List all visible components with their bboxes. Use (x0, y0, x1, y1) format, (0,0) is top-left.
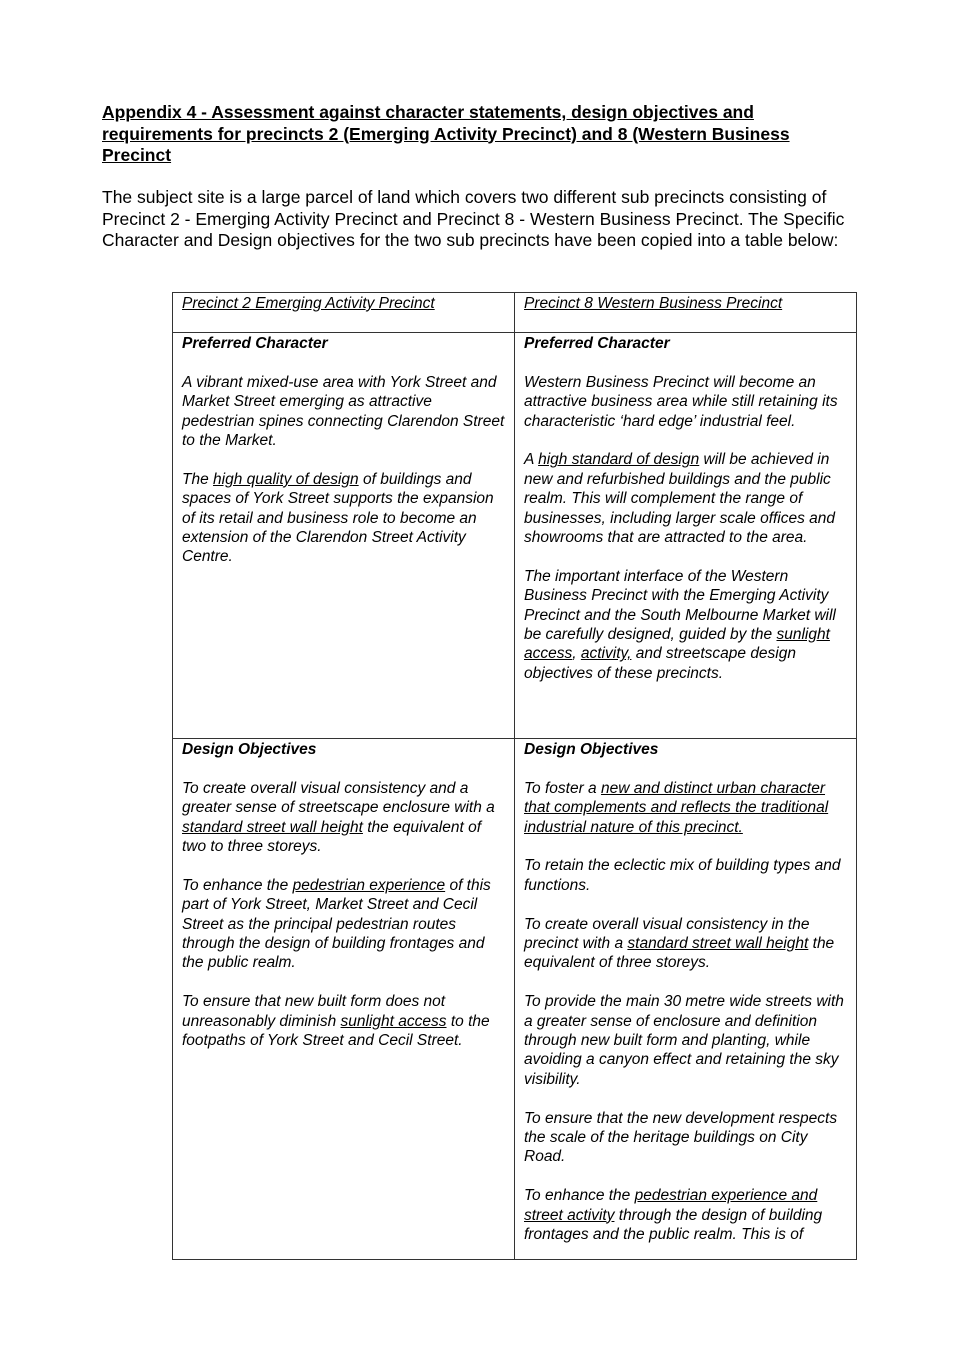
precinct-2-character-cell (173, 333, 515, 739)
precinct-2-objective-2 (182, 876, 505, 973)
design-objectives-title: Design Objectives (524, 741, 659, 758)
underlined-phrase: standard street wall height (627, 935, 809, 953)
precinct-8-objectives-cell (515, 739, 857, 1260)
underlined-phrase: pedestrian experience and street activity (524, 1187, 818, 1224)
precinct-8-objective-1 (524, 779, 847, 837)
intro-paragraph: The subject site is a large parcel of land which covers two different sub precincts consisting of Precinct 2 - Emerging Activity Precinct and Precinct 8 - Western Business Precinct. The Specific Character and Design objectives for the two sub precincts have been copied into a table below: (102, 187, 845, 250)
precinct-8-objective-6 (524, 1186, 847, 1244)
table-header-row (173, 293, 857, 333)
underlined-phrase: new and distinct urban character that complements and reflects the traditional industrial nature of this precinct. (524, 779, 829, 836)
text-run: the equivalent of three storeys. (524, 935, 835, 972)
text-run: will be achieved in new and refurbished buildings and the public realm. This will complement the range of businesses, including larger scale offices and showrooms that are attracted to the area. (524, 451, 836, 547)
precinct-8-header: Precinct 8 Western Business Precinct (524, 295, 783, 312)
precinct-8-objective-2: To retain the eclectic mix of building types and functions. (524, 857, 841, 894)
precinct-2-objectives-cell (173, 739, 515, 1260)
precinct-2-objective-1 (182, 779, 505, 857)
precinct-2-character-para-2 (182, 470, 505, 567)
underlined-phrase: activity, (580, 645, 632, 663)
design-objectives-title: Design Objectives (182, 741, 317, 758)
precinct-8-objective-5: To ensure that the new development respects the scale of the heritage buildings on City Road. (524, 1109, 838, 1166)
text-run: of this part of York Street, Market Street and Cecil Street as the principal pedestrian routes through the design of building frontages and the public realm. (182, 876, 491, 972)
text-run: To foster a (524, 779, 601, 797)
text-run: To enhance the (524, 1187, 635, 1205)
precinct-8-character-para-3 (524, 567, 847, 683)
text-run: The (182, 470, 214, 488)
text-run: To create overall visual consistency and a greater sense of streetscape enclosure with a (182, 779, 495, 817)
underlined-phrase: high standard of design (538, 451, 700, 469)
precinct-8-objective-3 (524, 915, 847, 973)
underlined-phrase: pedestrian experience (292, 876, 446, 894)
text-run: the equivalent of two to three storeys. (182, 818, 481, 856)
preferred-character-row (173, 333, 857, 739)
text-run: , (572, 645, 581, 663)
design-objectives-row (173, 739, 857, 1260)
text-run: and streetscape design objectives of these precincts. (524, 645, 796, 682)
precinct-2-character-para-1: A vibrant mixed-use area with York Street and Market Street emerging as attractive pedestrian spines connecting Clarendon Street to the Market. (182, 373, 505, 450)
text-run: To enhance the (182, 876, 293, 894)
precinct-8-character-para-1: Western Business Precinct will become an attractive business area while still retaining its characteristic ‘hard edge’ industrial feel. (524, 373, 838, 430)
text-run: of buildings and spaces of York Street supports the expansion of its retail and business role to become an extension of the Clarendon Street Activity Centre. (182, 470, 494, 566)
precinct-2-header: Precinct 2 Emerging Activity Precinct (182, 295, 435, 312)
precinct-8-objective-4: To provide the main 30 metre wide streets with a greater sense of enclosure and definition through new built form and planting, while avoiding a canyon effect and retaining the sky visibility. (524, 993, 844, 1088)
text-run: through the design of building frontages and the public realm. This is of (524, 1206, 823, 1244)
header-cell-precinct-2 (173, 293, 515, 333)
precinct-2-objective-3 (182, 992, 505, 1050)
text-run: The important interface of the Western Business Precinct with the Emerging Activity Precinct and the South Melbourne Market will be carefully designed, guided by the (524, 567, 836, 644)
precinct-comparison-table (172, 292, 857, 1260)
text-run: to the footpaths of York Street and Cecil Street. (182, 1012, 490, 1050)
text-run: To create overall visual consistency in the precinct with a (524, 915, 810, 953)
underlined-phrase: sunlight access (524, 626, 830, 663)
header-cell-precinct-8 (515, 293, 857, 333)
precinct-8-character-para-2 (524, 450, 847, 547)
precinct-8-character-cell (515, 333, 857, 739)
underlined-phrase: sunlight access (340, 1012, 447, 1030)
preferred-character-title: Preferred Character (524, 335, 670, 352)
preferred-character-title: Preferred Character (182, 335, 328, 352)
underlined-phrase: high quality of design (213, 470, 359, 488)
text-run: A (524, 451, 539, 469)
appendix-heading: Appendix 4 - Assessment against character statements, design objectives and requirements for precincts 2 (Emerging Activity Precinct) and 8 (Western Business Precinct (102, 102, 790, 165)
underlined-phrase: standard street wall height (182, 818, 363, 836)
text-run: To ensure that new built form does not unreasonably diminish (182, 993, 446, 1030)
